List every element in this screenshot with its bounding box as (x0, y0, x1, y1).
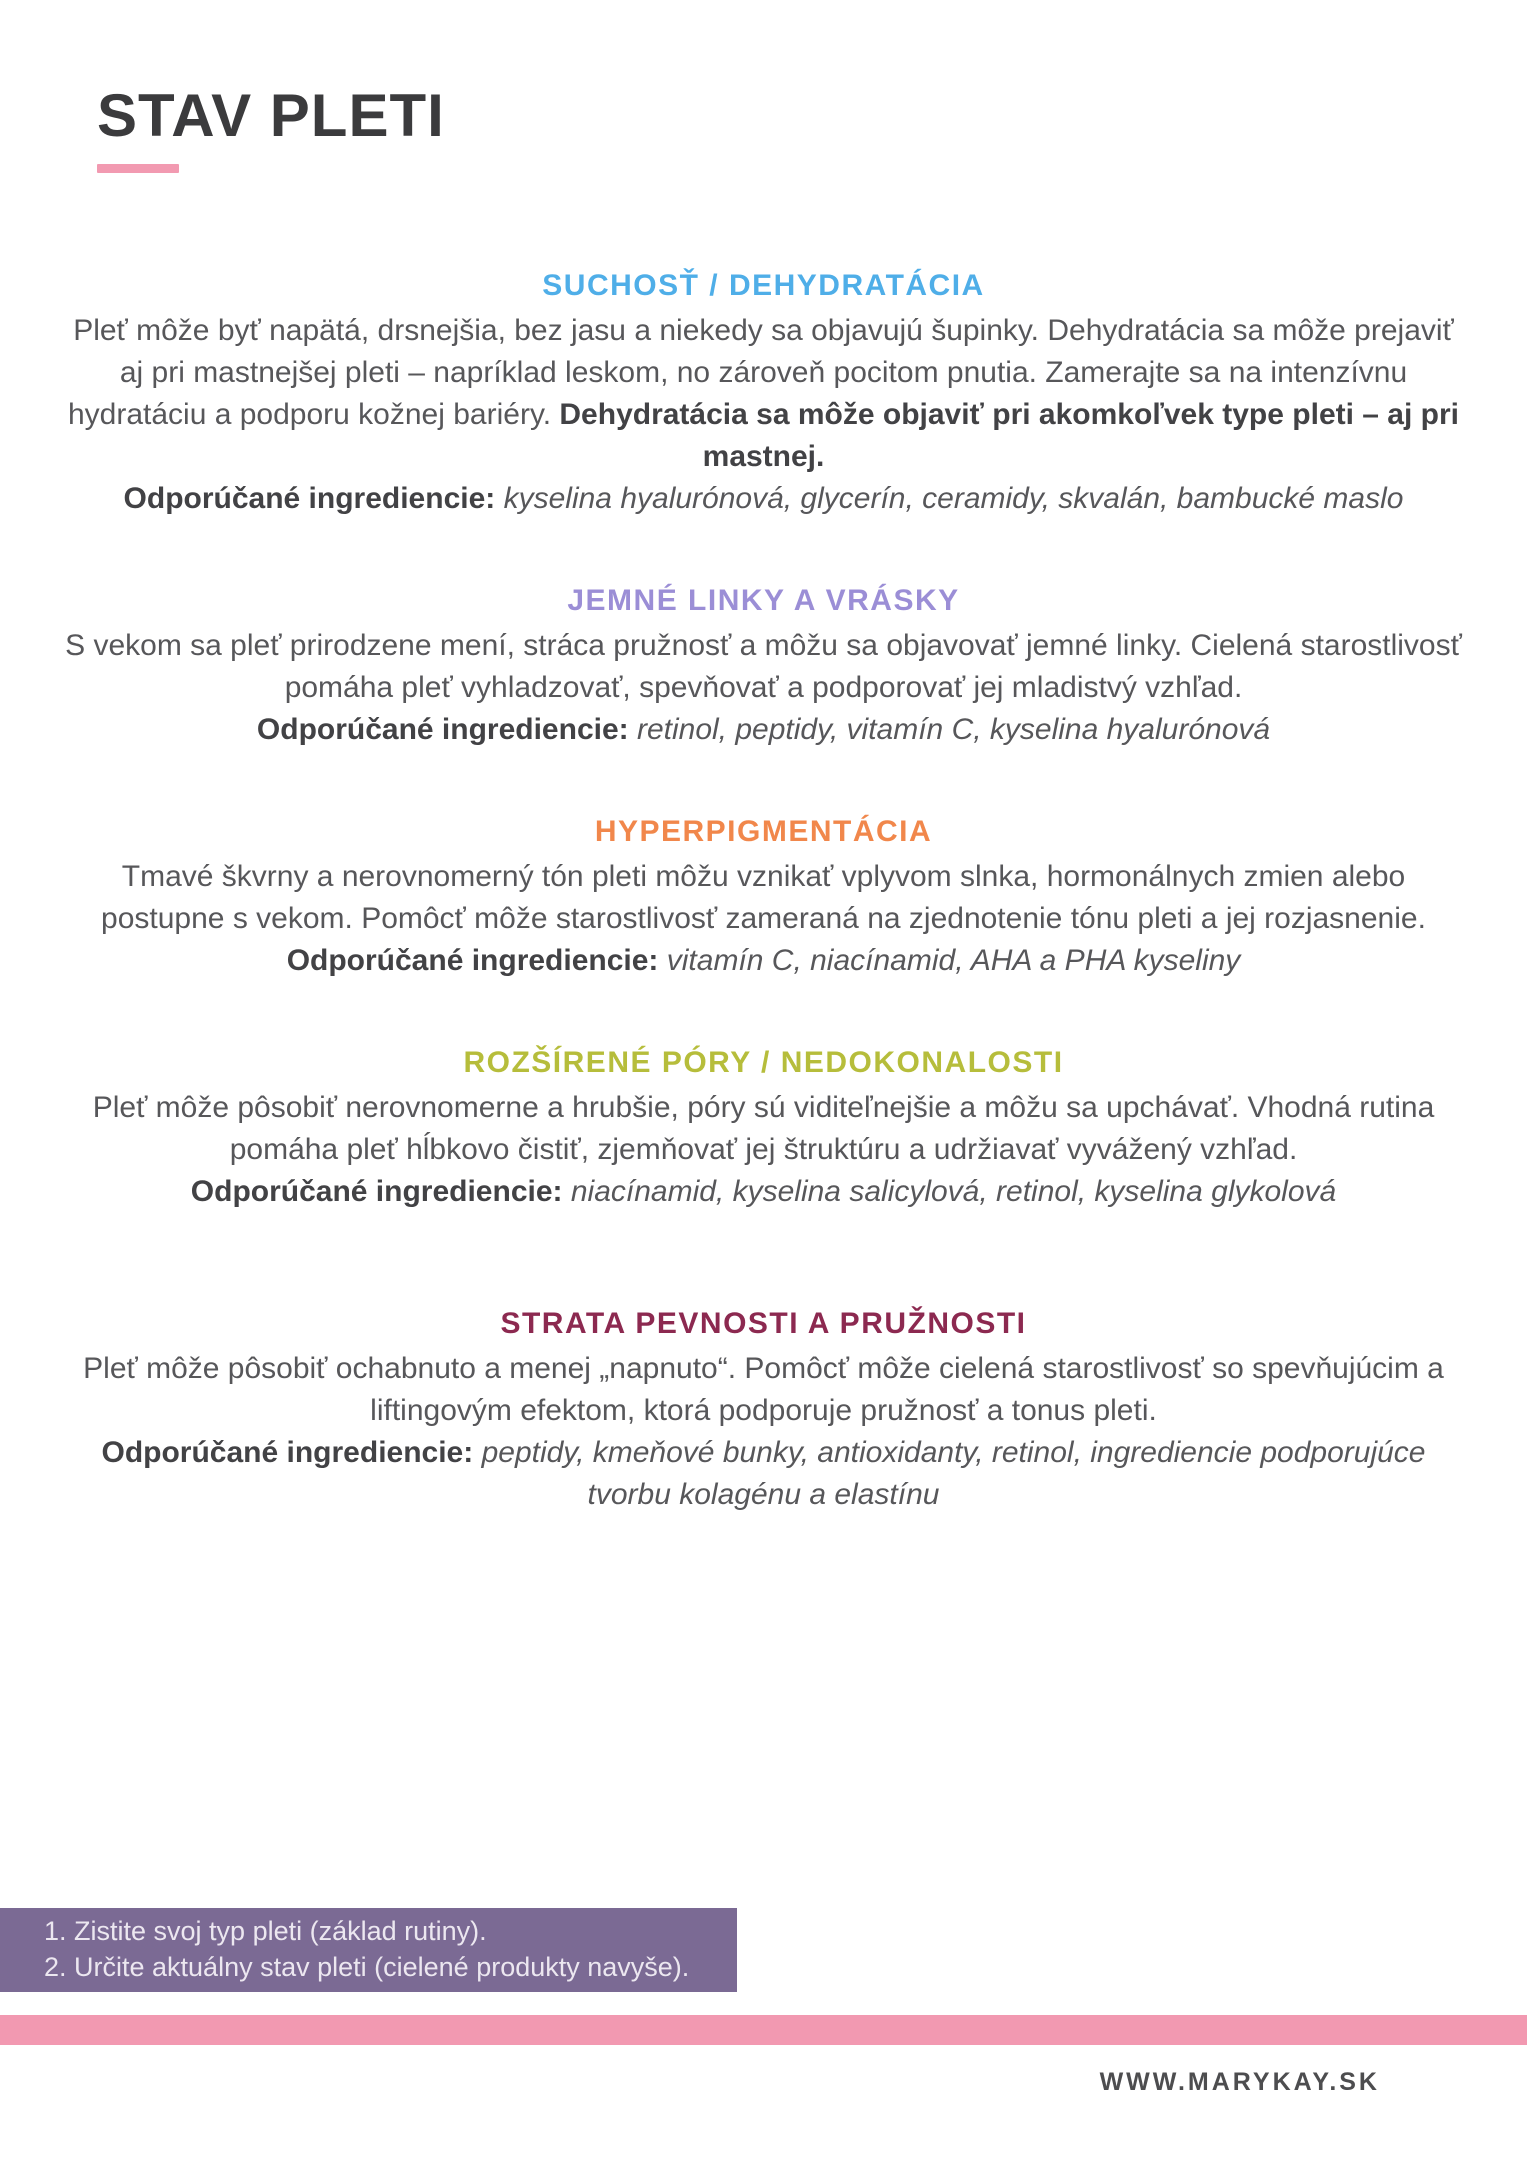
section-ingredients (64, 1171, 1463, 1213)
section-heading: HYPERPIGMENTÁCIA (594, 815, 933, 848)
ingredients-label: Odporúčané ingrediencie: (190, 1175, 563, 1208)
content (0, 265, 1527, 1516)
footer-url: WWW.MARYKAY.SK (1099, 2068, 1380, 2096)
ingredients-list: peptidy, kmeňové bunky, antioxidanty, retinol, ingrediencie podporujúce tvorbu kolagénu a elastínu (473, 1436, 1426, 1511)
section-strata-pevnosti-a-pruznosti (64, 1303, 1463, 1516)
section-body (64, 1087, 1463, 1171)
page-title: STAV PLETI (97, 82, 445, 149)
section-heading: JEMNÉ LINKY A VRÁSKY (567, 584, 960, 617)
section-rozsirene-pory-nedokonalosti (64, 1042, 1463, 1213)
section-ingredients (64, 478, 1463, 520)
section-ingredients (64, 709, 1463, 751)
section-jemne-linky-a-vrasky (64, 580, 1463, 751)
pink-accent-bar (0, 2015, 1527, 2045)
step-line-1: 1. Zistite svoj typ pleti (základ rutiny). (44, 1916, 487, 1946)
ingredients-label: Odporúčané ingrediencie: (101, 1436, 474, 1469)
ingredients-label: Odporúčané ingrediencie: (286, 944, 659, 977)
section-body (64, 1348, 1463, 1432)
ingredients-list: vitamín C, niacínamid, AHA a PHA kyseliny (658, 944, 1241, 977)
title-underline (97, 164, 179, 173)
section-body-text: Pleť môže pôsobiť nerovnomerne a hrubšie, póry sú viditeľnejšie a môžu sa upchávať. Vhodná rutina pomáha pleť hĺbkovo čistiť, zjemňovať jej štruktúru a udržiavať vyvážený vzhľad. (92, 1091, 1435, 1166)
section-body-text: S vekom sa pleť prirodzene mení, stráca pružnosť a môžu sa objavovať jemné linky. Cielená starostlivosť pomáha pleť vyhladzovať, spevňovať a podporovať jej mladistvý vzhľad. (65, 629, 1462, 704)
section-ingredients (64, 1432, 1463, 1516)
section-heading: STRATA PEVNOSTI A PRUŽNOSTI (500, 1307, 1027, 1340)
section-body-bold-text: Dehydratácia sa môže objaviť pri akomkoľvek type pleti – aj pri mastnej. (559, 398, 1459, 473)
section-heading: SUCHOSŤ / DEHYDRATÁCIA (542, 269, 985, 302)
section-body (64, 856, 1463, 940)
section-body-text: Pleť môže byť napätá, drsnejšia, bez jasu a niekedy sa objavujú šupinky. Dehydratácia sa môže prejaviť aj pri mastnejšej pleti – napríklad leskom, no zároveň pocitom pnutia. Zamerajte sa na intenzívnu hydratáciu a podporu kožnej bariéry. (67, 314, 1454, 431)
section-ingredients (64, 940, 1463, 982)
section-hyperpigmentacia (64, 811, 1463, 982)
ingredients-label: Odporúčané ingrediencie: (123, 482, 496, 515)
ingredients-list: niacínamid, kyselina salicylová, retinol, kyselina glykolová (562, 1175, 1337, 1208)
section-suchost-dehydratacia (64, 265, 1463, 520)
ingredients-list: kyselina hyalurónová, glycerín, ceramidy, skvalán, bambucké maslo (495, 482, 1404, 515)
section-body-text: Tmavé škvrny a nerovnomerný tón pleti môžu vznikať vplyvom slnka, hormonálnych zmien alebo postupne s vekom. Pomôcť môže starostlivosť zameraná na zjednotenie tónu pleti a jej rozjasnenie. (101, 860, 1426, 935)
section-heading: ROZŠÍRENÉ PÓRY / NEDOKONALOSTI (463, 1046, 1064, 1079)
section-body (64, 625, 1463, 709)
section-body (64, 310, 1463, 478)
title-block (0, 0, 1527, 173)
ingredients-label: Odporúčané ingrediencie: (256, 713, 629, 746)
steps-box (0, 1908, 737, 1992)
step-line-2: 2. Určite aktuálny stav pleti (cielené produkty navyše). (44, 1952, 690, 1982)
ingredients-list: retinol, peptidy, vitamín C, kyselina hyalurónová (628, 713, 1271, 746)
section-body-text: Pleť môže pôsobiť ochabnuto a menej „napnuto“. Pomôcť môže cielená starostlivosť so spevňujúcim a liftingovým efektom, ktorá podporuje pružnosť a tonus pleti. (83, 1352, 1444, 1427)
